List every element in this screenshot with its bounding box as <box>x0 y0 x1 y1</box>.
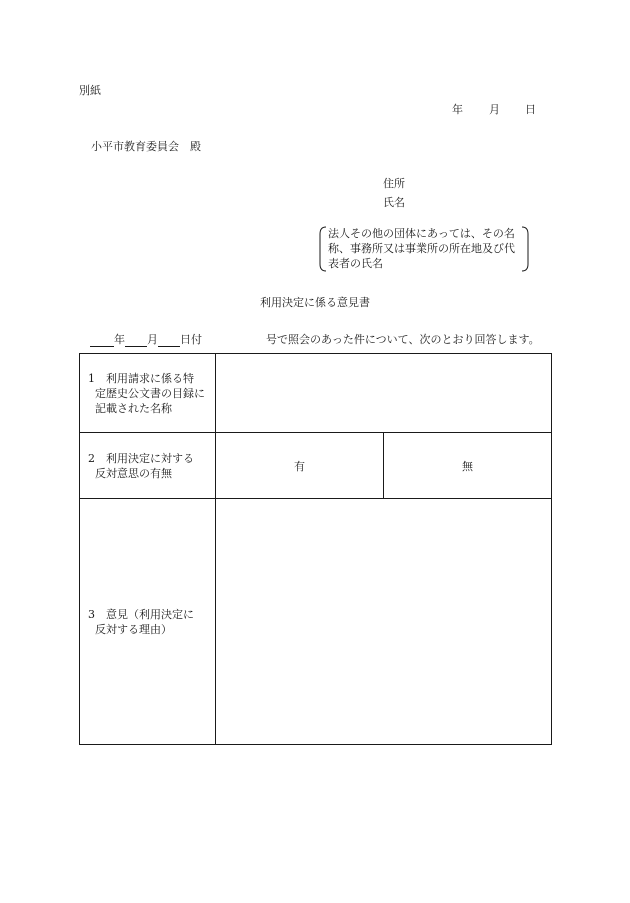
row-label <box>80 499 216 745</box>
ref-month: 月 <box>147 333 158 346</box>
ref-day: 日付 <box>180 333 202 346</box>
ref-year: 年 <box>114 333 125 346</box>
row-number: 1 <box>88 371 95 385</box>
right-bracket <box>520 226 530 272</box>
corporate-note-text: 法人その他の団体にあっては、その名称、事務所又は事業所の所在地及び代表者の氏名 <box>328 227 515 270</box>
table-row <box>80 354 552 433</box>
row-label-first: 意見（利用決定に <box>106 607 194 621</box>
reference-date <box>90 331 202 347</box>
row-label <box>80 433 216 499</box>
name-label: 氏名 <box>383 196 405 209</box>
day-blank <box>158 334 180 347</box>
date-month: 月 <box>489 103 500 116</box>
row-label-rest: 定歴史公文書の目録に記載された名称 <box>95 386 205 415</box>
row-number: 2 <box>88 451 95 465</box>
date-year: 年 <box>452 103 463 116</box>
table-row <box>80 433 552 499</box>
opinion-form-table <box>79 353 552 745</box>
entry-cell-record-name[interactable] <box>216 354 552 433</box>
reference-text: 号で照会のあった件について、次のとおり回答します。 <box>266 333 540 346</box>
row-number: 3 <box>88 607 95 621</box>
corporate-note <box>318 226 530 272</box>
row-label-rest: 反対意思の有無 <box>95 466 172 480</box>
document-title: 利用決定に係る意見書 <box>260 296 370 309</box>
row-label-first: 利用決定に対する <box>106 451 194 465</box>
table-row <box>80 499 552 745</box>
address-label: 住所 <box>383 177 405 190</box>
entry-cell-opinion[interactable] <box>216 499 552 745</box>
date-line <box>452 101 536 117</box>
month-blank <box>125 334 147 347</box>
left-bracket <box>318 226 328 272</box>
row-label <box>80 354 216 433</box>
option-yes[interactable]: 有 <box>216 433 384 499</box>
row-label-first: 利用請求に係る特 <box>106 371 194 385</box>
date-day: 日 <box>525 103 536 116</box>
year-blank <box>90 334 114 347</box>
annex-label: 別紙 <box>79 84 101 97</box>
option-no[interactable]: 無 <box>384 433 552 499</box>
row-label-rest: 反対する理由） <box>95 622 172 636</box>
addressee: 小平市教育委員会 殿 <box>91 140 201 153</box>
